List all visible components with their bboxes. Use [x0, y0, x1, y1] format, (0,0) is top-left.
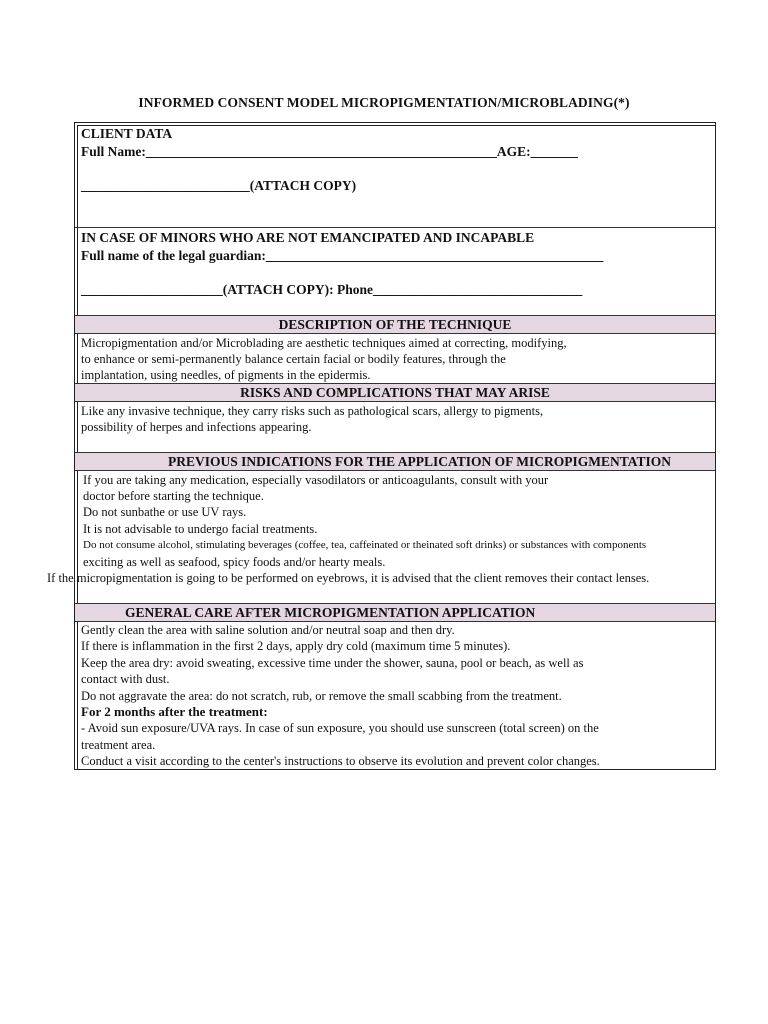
full-name-field[interactable]: Full Name:____________________________________________________AGE:_______: [81, 144, 578, 159]
indications-text-line: If the micropigmentation is going to be performed on eyebrows, it is advised that the client removes their contact lenses.: [47, 571, 650, 585]
divider: [75, 227, 715, 228]
risks-section-header: [75, 383, 715, 402]
care-section-header: [75, 603, 715, 622]
care-text-line: Do not aggravate the area: do not scratch, rub, or remove the small scabbing from the treatment.: [81, 689, 562, 703]
risks-text-line: Like any invasive technique, they carry risks such as pathological scars, allergy to pigments,: [81, 404, 544, 418]
care-text-line: - Avoid sun exposure/UVA rays. In case of sun exposure, you should use sunscreen (total screen) on the: [81, 721, 599, 735]
client-data-heading: CLIENT DATA: [81, 126, 173, 141]
technique-text-line: to enhance or semi-permanently balance certain facial or bodily features, through the: [81, 352, 506, 366]
consent-form-table: [74, 122, 716, 770]
indications-heading: PREVIOUS INDICATIONS FOR THE APPLICATION OF MICROPIGMENTATION: [168, 454, 672, 469]
client-attach-copy-field[interactable]: _________________________(ATTACH COPY): [81, 178, 357, 193]
guardian-attach-phone-field[interactable]: _____________________(ATTACH COPY): Phone_______________________________: [81, 282, 583, 297]
care-text-line: treatment area.: [81, 738, 156, 752]
care-subheading: For 2 months after the treatment:: [81, 704, 268, 719]
technique-text-line: implantation, using needles, of pigments in the epidermis.: [81, 368, 371, 382]
care-heading: GENERAL CARE AFTER MICROPIGMENTATION APPLICATION: [125, 605, 536, 620]
care-text-line: If there is inflammation in the first 2 days, apply dry cold (maximum time 5 minutes).: [81, 639, 511, 653]
indications-text-line: exciting as well as seafood, spicy foods and/or hearty meals.: [83, 555, 386, 569]
indications-text-line: Do not sunbathe or use UV rays.: [83, 505, 247, 519]
indications-text-line: It is not advisable to undergo facial treatments.: [83, 522, 318, 536]
care-text-line: Keep the area dry: avoid sweating, excessive time under the shower, sauna, pool or beach, as well as: [81, 656, 584, 670]
minors-heading: IN CASE OF MINORS WHO ARE NOT EMANCIPATED AND INCAPABLE: [81, 230, 535, 245]
document-title: INFORMED CONSENT MODEL MICROPIGMENTATION/MICROBLADING(*): [138, 95, 630, 110]
indications-section-header: [75, 452, 715, 471]
care-text-line: contact with dust.: [81, 672, 170, 686]
indications-text-line: If you are taking any medication, especially vasodilators or anticoagulants, consult with your: [83, 473, 549, 487]
risks-text-line: possibility of herpes and infections appearing.: [81, 420, 312, 434]
technique-section-header: [75, 315, 715, 334]
guardian-name-field[interactable]: Full name of the legal guardian:__________________________________________________: [81, 248, 604, 263]
care-text-line: Gently clean the area with saline solution and/or neutral soap and then dry.: [81, 623, 455, 637]
indications-text-line: Do not consume alcohol, stimulating beverages (coffee, tea, caffeinated or theinated soft drinks) or substances with components: [83, 539, 647, 551]
care-text-line: Conduct a visit according to the center's instructions to observe its evolution and prevent color changes.: [81, 754, 600, 768]
form-inner-border: [77, 125, 715, 769]
indications-text-line: doctor before starting the technique.: [83, 489, 264, 503]
risks-heading: RISKS AND COMPLICATIONS THAT MAY ARISE: [240, 385, 550, 400]
technique-text-line: Micropigmentation and/or Microblading are aesthetic techniques aimed at correcting, modifying,: [81, 336, 567, 350]
technique-heading: DESCRIPTION OF THE TECHNIQUE: [278, 317, 512, 332]
